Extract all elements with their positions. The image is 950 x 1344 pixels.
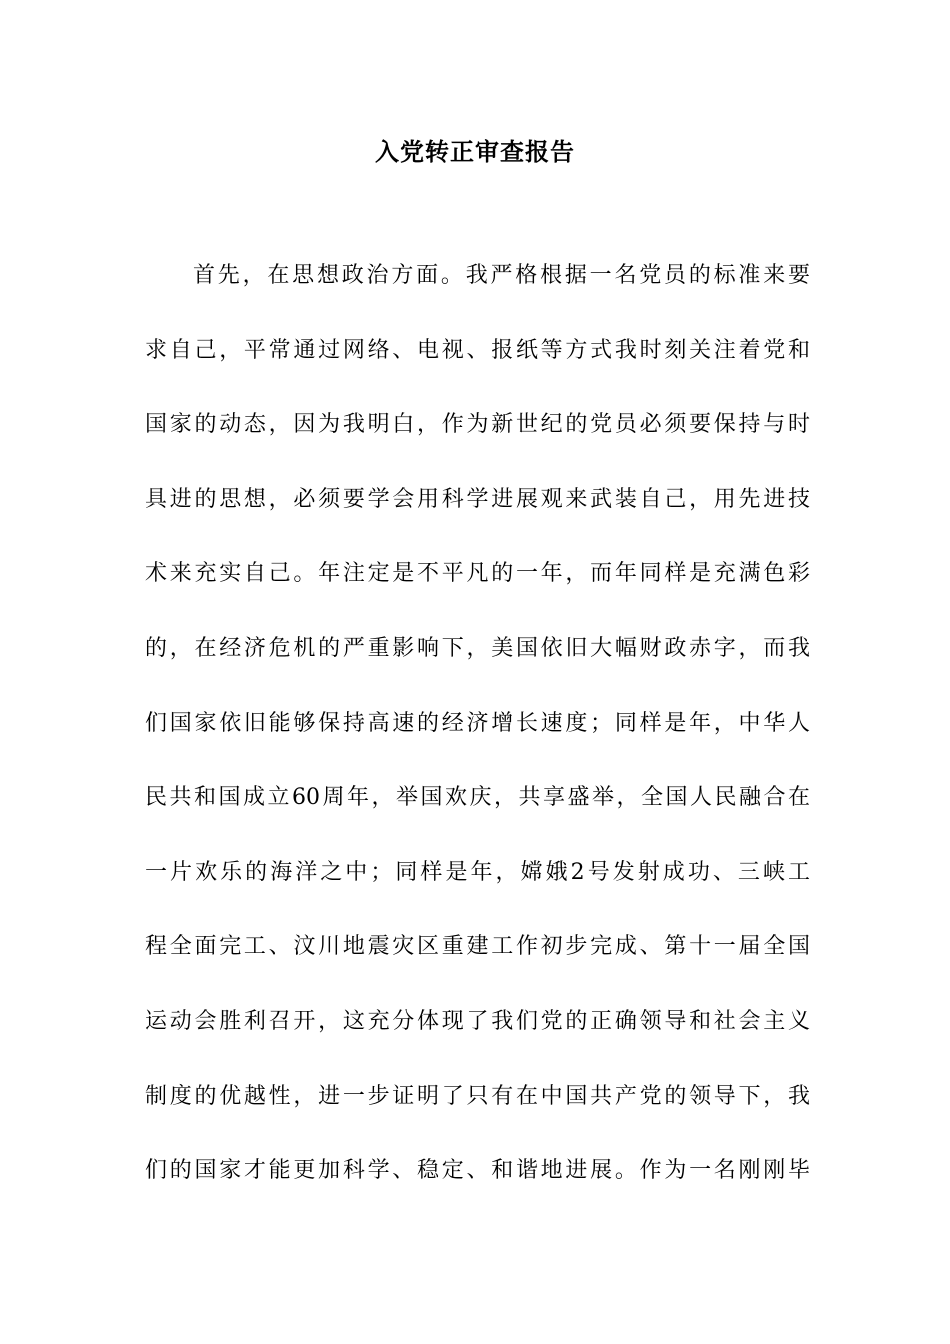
body-line: 一片欢乐的海洋之中；同样是年，嫦娥2号发射成功、三峡工 <box>145 859 810 885</box>
body-line: 们国家依旧能够保持高速的经济增长速度；同样是年，中华人 <box>145 710 810 736</box>
document-title: 入党转正审查报告 <box>375 137 575 166</box>
body-line: 们的国家才能更加科学、稳定、和谐地进展。作为一名刚刚毕 <box>145 1158 810 1184</box>
body-line: 术来充实自己。年注定是不平凡的一年，而年同样是充满色彩 <box>145 561 810 587</box>
body-line: 制度的优越性，进一步证明了只有在中国共产党的领导下，我 <box>145 1083 810 1109</box>
document-body <box>145 256 810 1226</box>
body-line: 运动会胜利召开，这充分体现了我们党的正确领导和社会主义 <box>145 1008 810 1034</box>
body-line: 具进的思想，必须要学会用科学进展观来武装自己，用先进技 <box>145 486 810 512</box>
body-line: 程全面完工、汶川地震灾区重建工作初步完成、第十一届全国 <box>145 934 810 960</box>
body-line: 国家的动态，因为我明白，作为新世纪的党员必须要保持与时 <box>145 412 810 438</box>
body-line: 求自己，平常通过网络、电视、报纸等方式我时刻关注着党和 <box>145 337 810 363</box>
body-line: 首先，在思想政治方面。我严格根据一名党员的标准来要 <box>193 263 810 288</box>
body-line: 的，在经济危机的严重影响下，美国依旧大幅财政赤字，而我 <box>145 635 810 661</box>
body-line: 民共和国成立60周年，举国欢庆，共享盛举，全国人民融合在 <box>145 785 810 811</box>
